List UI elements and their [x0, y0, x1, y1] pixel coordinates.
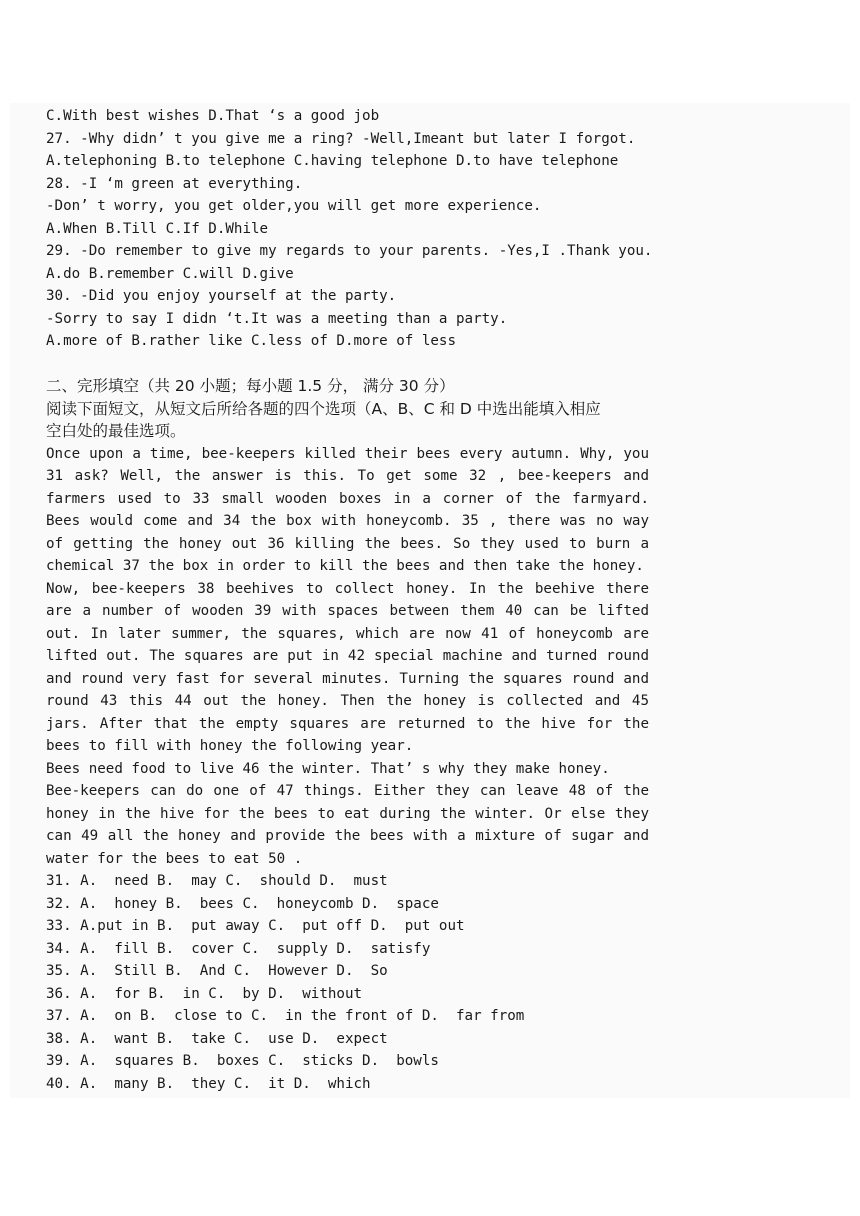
- passage-paragraph: Bee-keepers can do one of 47 things. Either they can leave 48 of the honey in the hive for the bees to eat during the winter. Or else they can 49 all the honey and provide the bees with a mixture of sugar and water for the bees to eat 50 .: [46, 783, 649, 867]
- question-39: 39. A. squares B. boxes C. sticks D. bowls: [46, 1053, 439, 1069]
- question-36: 36. A. for B. in C. by D. without: [46, 985, 363, 1002]
- question-38: 38. A. want B. take C. use D. expect: [46, 1030, 388, 1047]
- document-content: [46, 105, 656, 1095]
- question-37: 37. A. on B. close to C. in the front of D. far from: [46, 1008, 525, 1024]
- question-35: 35. A. Still B. And C. However D. So: [46, 963, 388, 979]
- question-33: 33. A.put in B. put away C. put off D. put out: [46, 918, 465, 934]
- passage-paragraph: Once upon a time, bee-keepers killed their bees every autumn. Why, you 31 ask? Well, the answer is this. To get some 32 , bee-keepers and farmers used to 33 small wooden boxes in a corner of the farmyard. Bees would come and 34 the box with honeycomb. 35 , there was no way of getting the honey out 36 killing the bees. So they used to burn a chemical 37 the box in order to kill the bees and then take the honey.: [46, 445, 649, 574]
- passage-paragraph: Bees need food to live 46 the winter. That’ s why they make honey.: [46, 760, 610, 777]
- question-30-reply: -Sorry to say I didn ‘t.It was a meeting than a party.: [46, 310, 508, 327]
- question-40: 40. A. many B. they C. it D. which: [46, 1075, 371, 1092]
- options-29: A.do B.remember C.will D.give: [46, 265, 294, 282]
- question-29: 29. -Do remember to give my regards to your parents. -Yes,I .Thank you.: [46, 243, 653, 259]
- section-heading: 二、完形填空（共 20 小题；每小题 1.5 分， 满分 30 分）: [46, 377, 455, 395]
- question-32: 32. A. honey B. bees C. honeycomb D. space: [46, 895, 439, 912]
- question-27: 27. -Why didn’ t you give me a ring? -Well,Imeant but later I forgot.: [46, 130, 636, 147]
- text-line: C.With best wishes D.That ‘s a good job: [46, 108, 380, 124]
- question-28-reply: -Don’ t worry, you get older,you will get more experience.: [46, 198, 542, 214]
- question-30: 30. -Did you enjoy yourself at the party.: [46, 288, 397, 304]
- spacer: [46, 353, 656, 376]
- section-instruction: 阅读下面短文，从短文后所给各题的四个选项（A、B、C 和 D 中选出能填入相应: [46, 399, 601, 418]
- question-31: 31. A. need B. may C. should D. must: [46, 873, 388, 889]
- options-30: A.more of B.rather like C.less of D.more of less: [46, 333, 456, 349]
- question-28: 28. -I ‘m green at everything.: [46, 175, 303, 192]
- section-instruction-cont: 空白处的最佳选项。: [46, 422, 186, 440]
- question-34: 34. A. fill B. cover C. supply D. satisfy: [46, 940, 431, 957]
- options-27: A.telephoning B.to telephone C.having telephone D.to have telephone: [46, 153, 619, 169]
- options-28: A.When B.Till C.If D.While: [46, 220, 269, 237]
- passage-paragraph: Now, bee-keepers 38 beehives to collect honey. In the beehive there are a number of wooden 39 with spaces between them 40 can be lifted out. In later summer, the squares, which are now 41 of honeycomb are lifted out. The squares are put in 42 special machine and turned round and round very fast for several minutes. Turning the squares round and round 43 this 44 out the honey. Then the honey is collected and 45 jars. After that the empty squares are returned to the hive for the bees to fill with honey the following year.: [46, 580, 649, 754]
